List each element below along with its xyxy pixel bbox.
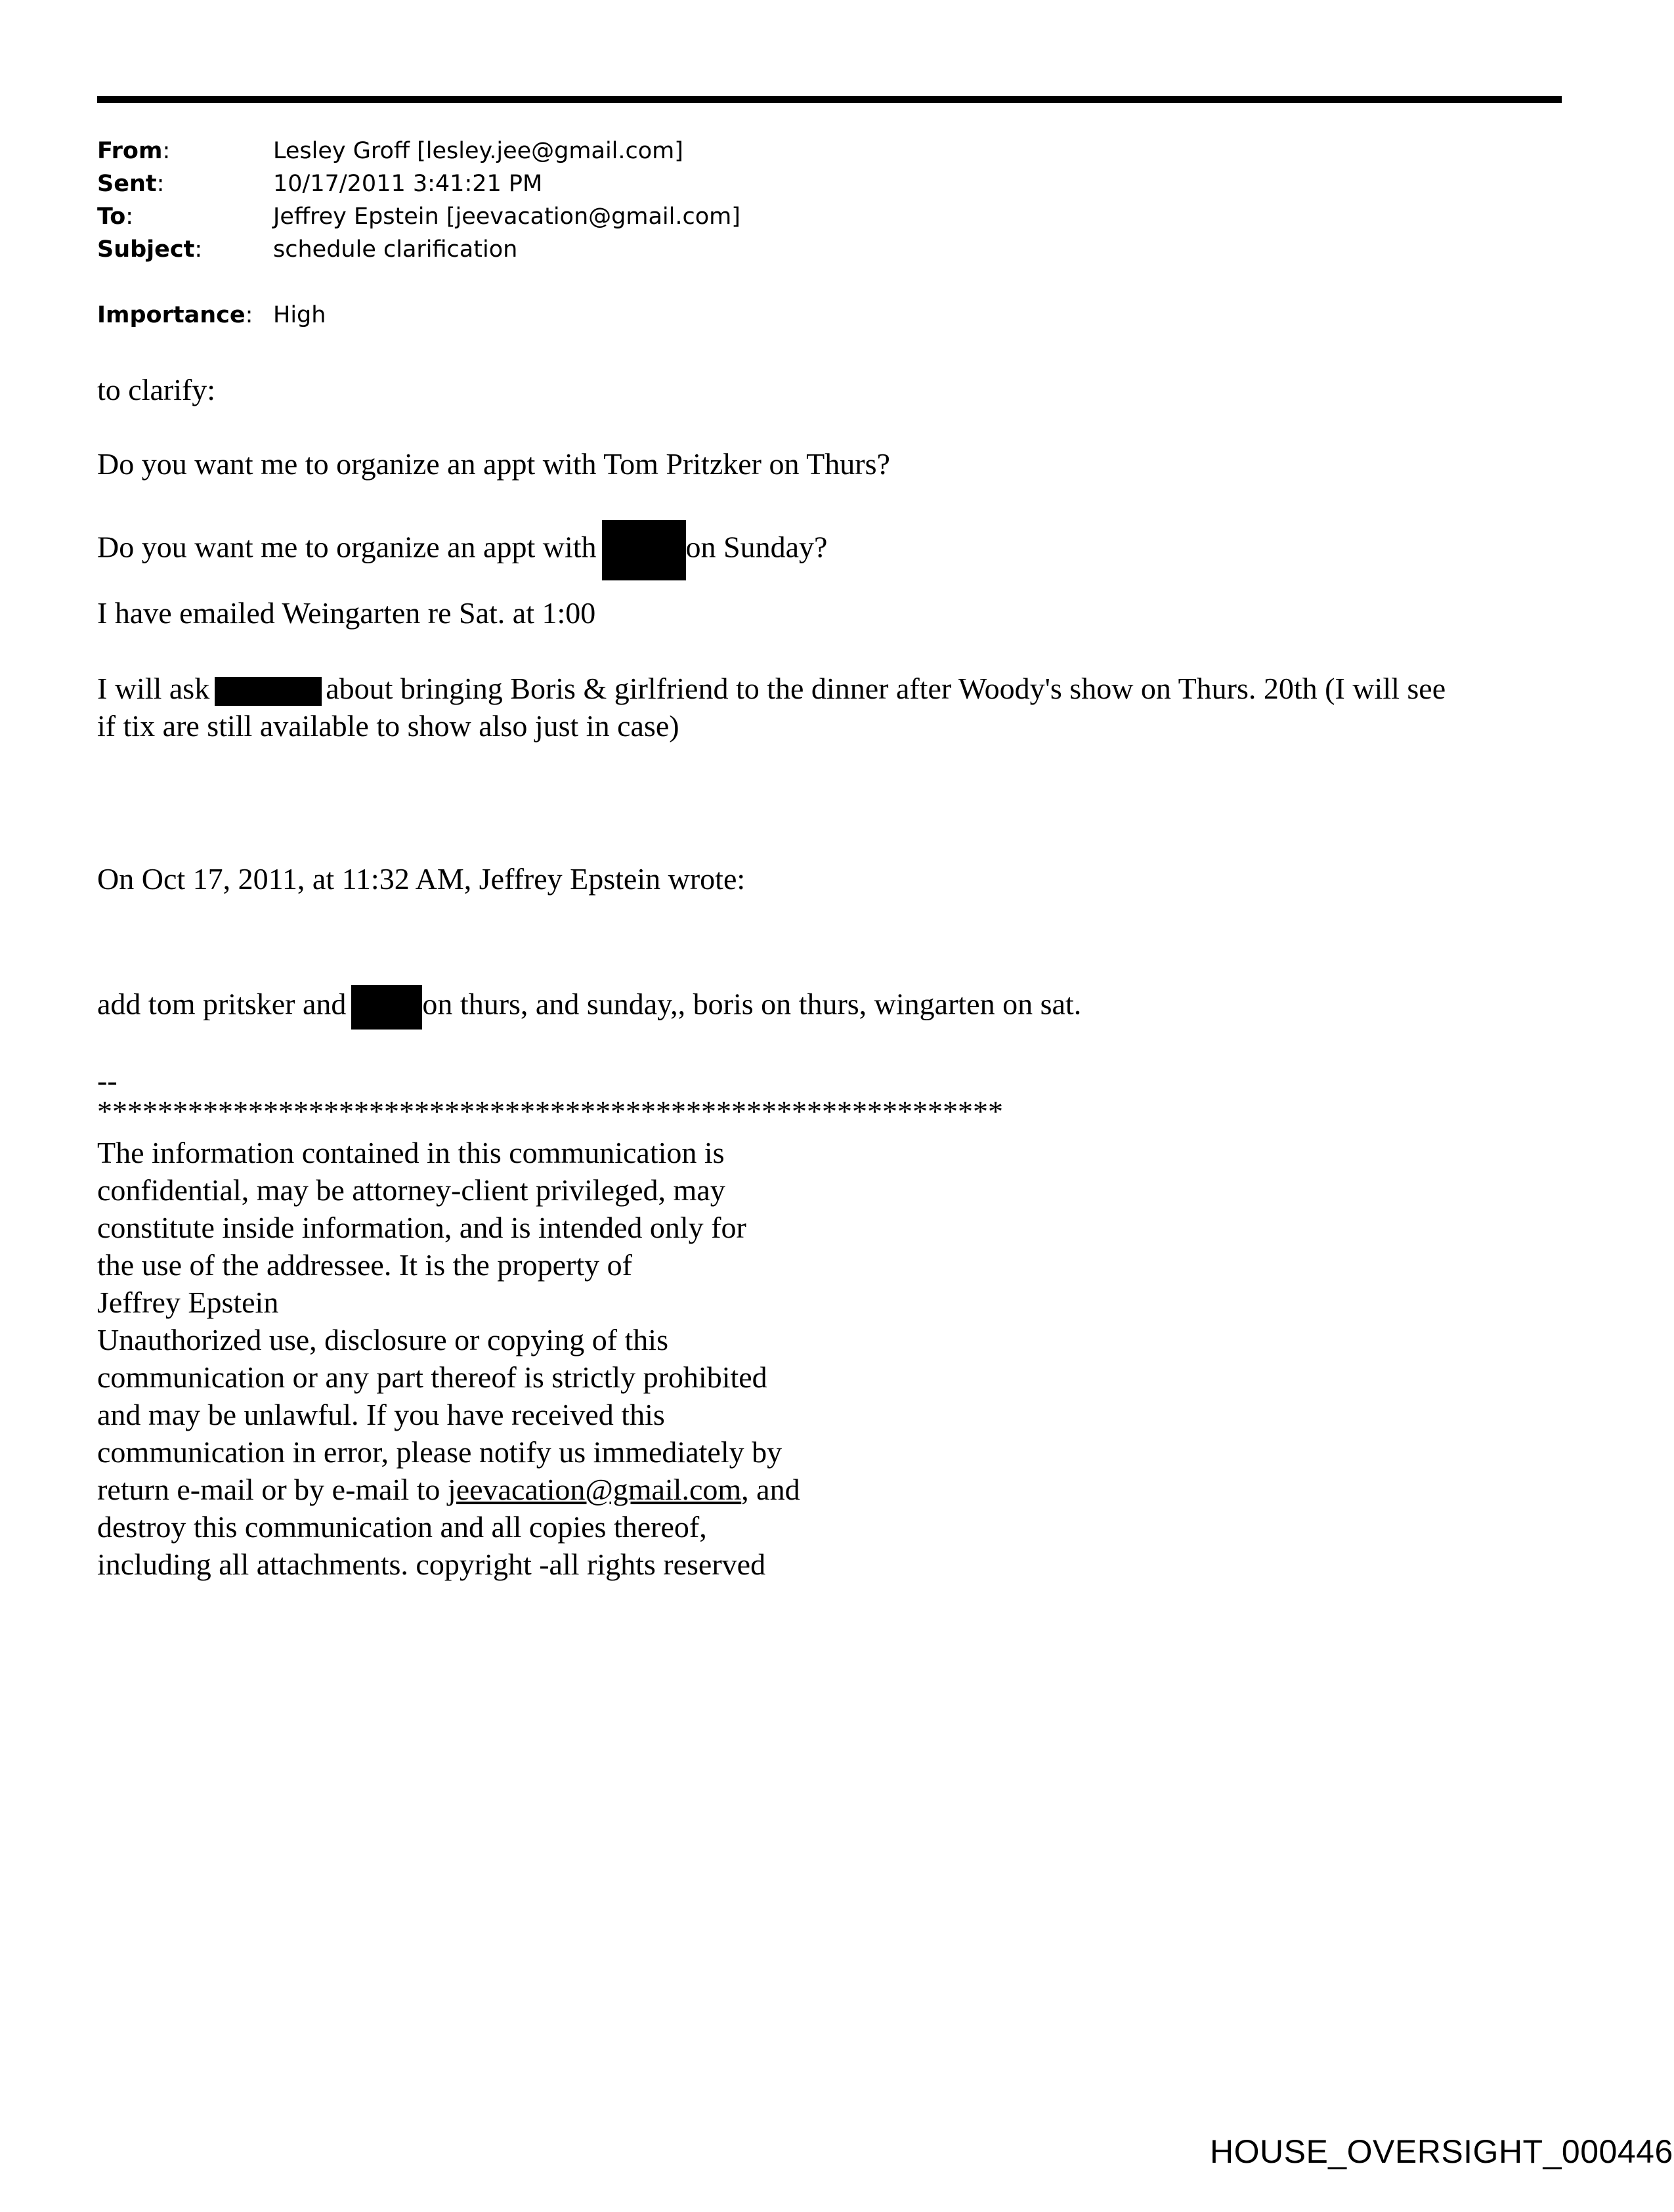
disclaimer-line: the use of the addressee. It is the property of xyxy=(97,1248,632,1282)
disclaimer-line: including all attachments. copyright -all rights reserved xyxy=(97,1548,766,1581)
body-line-boris: I will ask about bringing Boris & girlfriend to the dinner after Woody's show on Thurs. 20th (I will see xyxy=(97,672,1446,705)
disclaimer-line: Jeffrey Epstein xyxy=(97,1286,279,1319)
body-line-weingarten: I have emailed Weingarten re Sat. at 1:00 xyxy=(97,596,596,630)
disclaimer-line: and may be unlawful. If you have received this xyxy=(97,1398,665,1431)
sent-row: Sent: 10/17/2011 3:41:21 PM xyxy=(97,167,740,200)
email-link[interactable]: jeevacation@gmail.com xyxy=(447,1473,742,1506)
disclaimer-line: communication or any part thereof is strictly prohibited xyxy=(97,1360,767,1394)
disclaimer-line: constitute inside information, and is intended only for xyxy=(97,1211,746,1244)
importance-row: Importance: High xyxy=(97,299,740,332)
body-line-pritzker: Do you want me to organize an appt with Tom Pritzker on Thurs? xyxy=(97,447,890,481)
disclaimer-block xyxy=(97,1134,800,1583)
subject-label: Subject xyxy=(97,236,195,263)
to-value: Jeffrey Epstein [jeevacation@gmail.com] xyxy=(273,204,740,230)
importance-value: High xyxy=(273,302,326,328)
signature-dash: -- xyxy=(97,1064,118,1097)
importance-label: Importance xyxy=(97,302,246,328)
disclaimer-line: Unauthorized use, disclosure or copying of this xyxy=(97,1323,668,1356)
sent-label: Sent xyxy=(97,171,157,197)
signature-stars: ************************************************************ xyxy=(97,1095,1003,1128)
subject-value: schedule clarification xyxy=(273,236,518,263)
disclaimer-line: The information contained in this communication is xyxy=(97,1136,725,1169)
header-divider xyxy=(97,96,1562,103)
redaction-box xyxy=(351,985,422,1030)
from-label: From xyxy=(97,138,163,164)
quoted-message: add tom pritsker and on thurs, and sunday,, boris on thurs, wingarten on sat. xyxy=(97,985,1081,1030)
bates-number: HOUSE_OVERSIGHT_000446 xyxy=(1210,2133,1673,2170)
body-line-clarify: to clarify: xyxy=(97,373,216,406)
quoted-intro: On Oct 17, 2011, at 11:32 AM, Jeffrey Epstein wrote: xyxy=(97,862,746,896)
from-row: From: Lesley Groff [lesley.jee@gmail.com] xyxy=(97,135,740,167)
to-row: To: Jeffrey Epstein [jeevacation@gmail.com] xyxy=(97,200,740,233)
disclaimer-line: confidential, may be attorney-client privileged, may xyxy=(97,1173,725,1207)
redaction-box xyxy=(215,677,322,706)
disclaimer-line: communication in error, please notify us immediately by xyxy=(97,1435,783,1469)
disclaimer-line: destroy this communication and all copies thereof, xyxy=(97,1510,707,1544)
body-line-sunday: Do you want me to organize an appt with on Sunday? xyxy=(97,520,827,580)
to-label: To xyxy=(97,204,126,230)
sent-value: 10/17/2011 3:41:21 PM xyxy=(273,171,543,197)
body-line-tix: if tix are still available to show also just in case) xyxy=(97,709,679,743)
redaction-box xyxy=(602,520,686,580)
email-header xyxy=(97,135,740,332)
disclaimer-line-return: return e-mail or by e-mail to jeevacation@gmail.com, and xyxy=(97,1473,800,1506)
from-value: Lesley Groff [lesley.jee@gmail.com] xyxy=(273,138,683,164)
subject-row: Subject: schedule clarification xyxy=(97,233,740,266)
